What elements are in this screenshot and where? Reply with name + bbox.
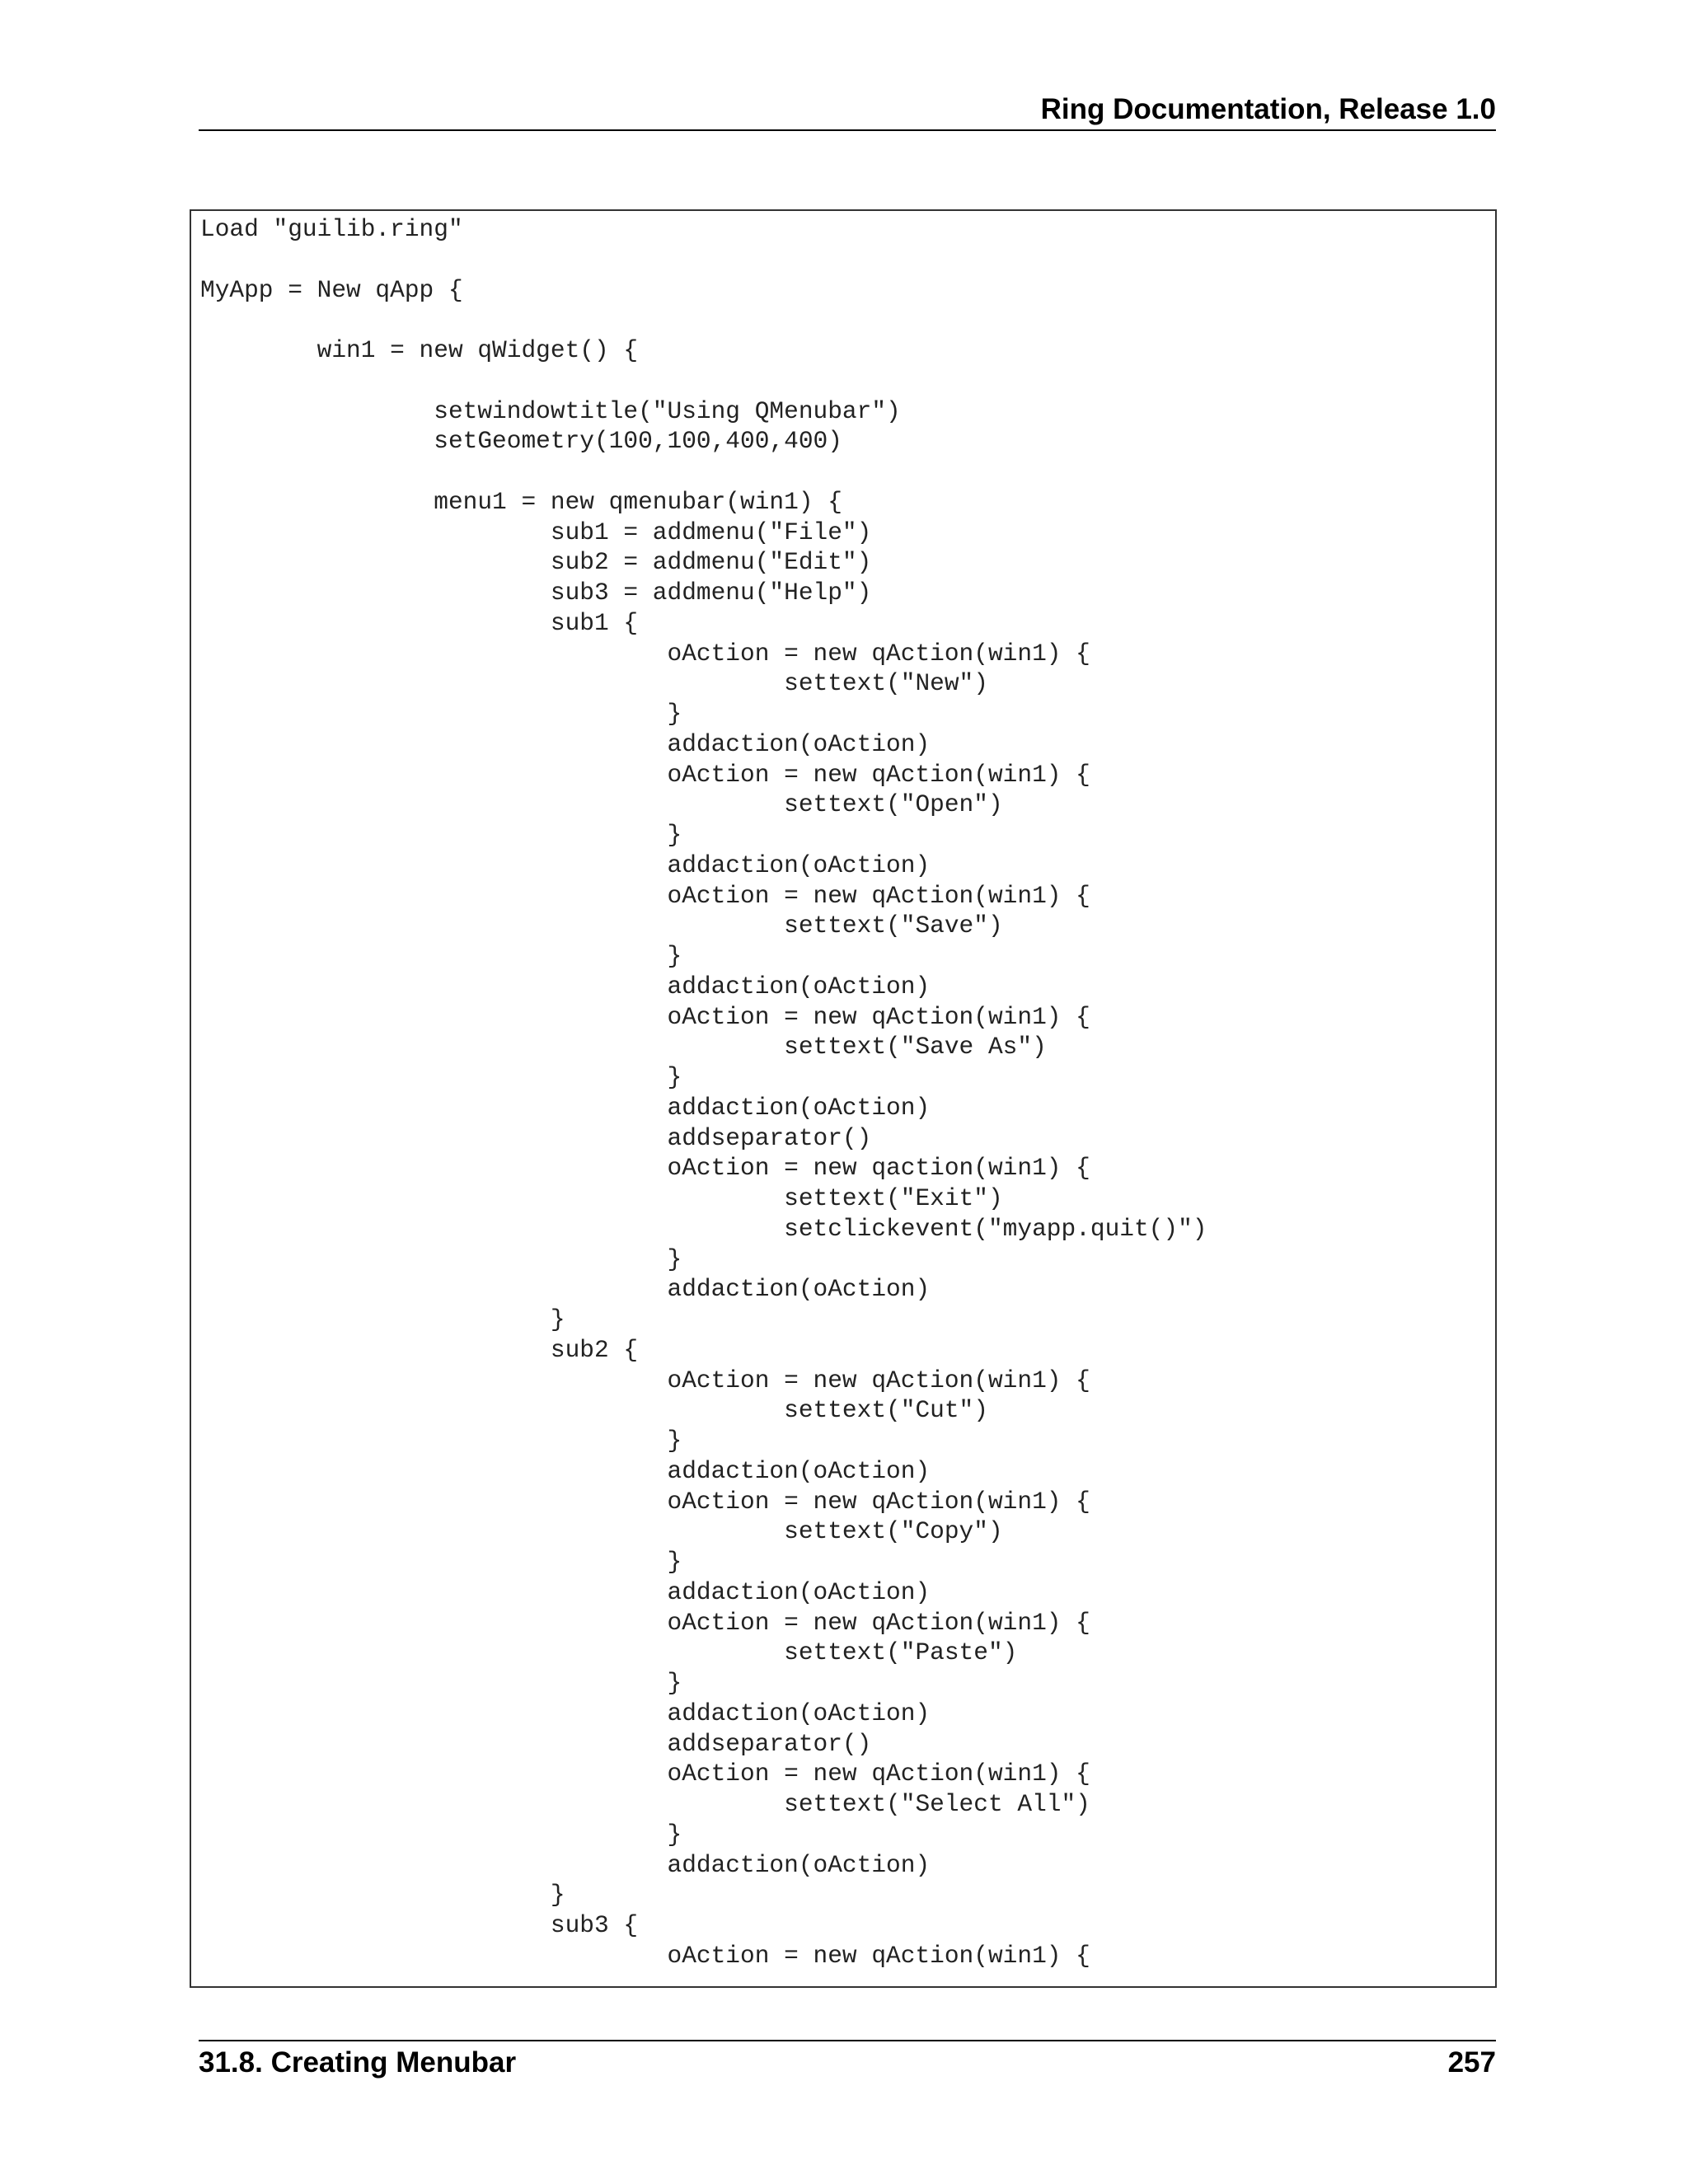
code-line: settext("Paste"): [200, 1638, 1018, 1667]
code-line: settext("Save"): [200, 912, 1003, 940]
code-line: oAction = new qAction(win1) {: [200, 1487, 1090, 1516]
code-line: settext("Cut"): [200, 1396, 988, 1425]
code-line: addaction(oAction): [200, 1577, 931, 1606]
code-line: addaction(oAction): [200, 1093, 931, 1122]
code-line: oAction = new qAction(win1) {: [200, 1002, 1090, 1031]
code-line: settext("Copy"): [200, 1517, 1003, 1546]
code-line: addseparator(): [200, 1123, 872, 1152]
page-header-title: Ring Documentation, Release 1.0: [1040, 93, 1496, 125]
footer-rule: [199, 2040, 1496, 2041]
code-line: addaction(oAction): [200, 1699, 931, 1727]
code-line: sub1 = addmenu("File"): [200, 518, 872, 546]
code-line: }: [200, 700, 682, 728]
code-line: addaction(oAction): [200, 729, 931, 758]
code-line: }: [200, 1305, 565, 1333]
code-line: oAction = new qAction(win1) {: [200, 760, 1090, 789]
code-line: settext("New"): [200, 669, 988, 698]
code-line: addaction(oAction): [200, 972, 931, 1001]
code-line: settext("Exit"): [200, 1184, 1003, 1212]
code-line: oAction = new qAction(win1) {: [200, 1760, 1090, 1788]
code-line: MyApp = New qApp {: [200, 275, 463, 304]
code-line: sub3 {: [200, 1911, 639, 1939]
code-line: sub2 = addmenu("Edit"): [200, 548, 872, 577]
code-line: }: [200, 1244, 682, 1273]
footer-section-title: 31.8. Creating Menubar: [199, 2046, 517, 2079]
code-line: addseparator(): [200, 1729, 872, 1758]
code-line: }: [200, 1881, 565, 1910]
code-line: }: [200, 821, 682, 849]
code-line: sub3 = addmenu("Help"): [200, 579, 872, 607]
code-line: }: [200, 1820, 682, 1849]
code-line: [200, 305, 1207, 335]
code-line: }: [200, 1669, 682, 1697]
code-line: setGeometry(100,100,400,400): [200, 427, 842, 456]
footer-page-number: 257: [1447, 2046, 1496, 2079]
code-line: oAction = new qAction(win1) {: [200, 1366, 1090, 1394]
code-line: settext("Select All"): [200, 1790, 1090, 1818]
code-line: [200, 457, 1207, 487]
code-line: }: [200, 1427, 682, 1455]
code-line: addaction(oAction): [200, 1275, 931, 1304]
code-listing: [200, 214, 1207, 1971]
code-line: oAction = new qAction(win1) {: [200, 1608, 1090, 1637]
code-line: win1 = new qWidget() {: [200, 336, 639, 364]
code-line: setclickevent("myapp.quit()"): [200, 1214, 1207, 1243]
code-line: oAction = new qAction(win1) {: [200, 881, 1090, 910]
code-line: oAction = new qAction(win1) {: [200, 1941, 1090, 1970]
code-line: addaction(oAction): [200, 851, 931, 879]
code-block: [190, 209, 1497, 1988]
code-line: oAction = new qAction(win1) {: [200, 639, 1090, 668]
code-line: oAction = new qaction(win1) {: [200, 1154, 1090, 1183]
code-line: Load "guilib.ring": [200, 215, 463, 243]
code-line: }: [200, 1063, 682, 1091]
code-line: menu1 = new qmenubar(win1) {: [200, 487, 842, 516]
code-line: setwindowtitle("Using QMenubar"): [200, 396, 901, 425]
code-line: }: [200, 942, 682, 970]
code-line: addaction(oAction): [200, 1456, 931, 1485]
code-line: sub2 {: [200, 1335, 639, 1364]
code-line: settext("Open"): [200, 790, 1003, 819]
code-line: sub1 {: [200, 608, 639, 637]
header-rule: [199, 129, 1496, 131]
code-line: [200, 245, 1207, 275]
code-line: }: [200, 1548, 682, 1576]
code-line: settext("Save As"): [200, 1033, 1047, 1062]
code-line: addaction(oAction): [200, 1850, 931, 1879]
code-line: [200, 366, 1207, 396]
